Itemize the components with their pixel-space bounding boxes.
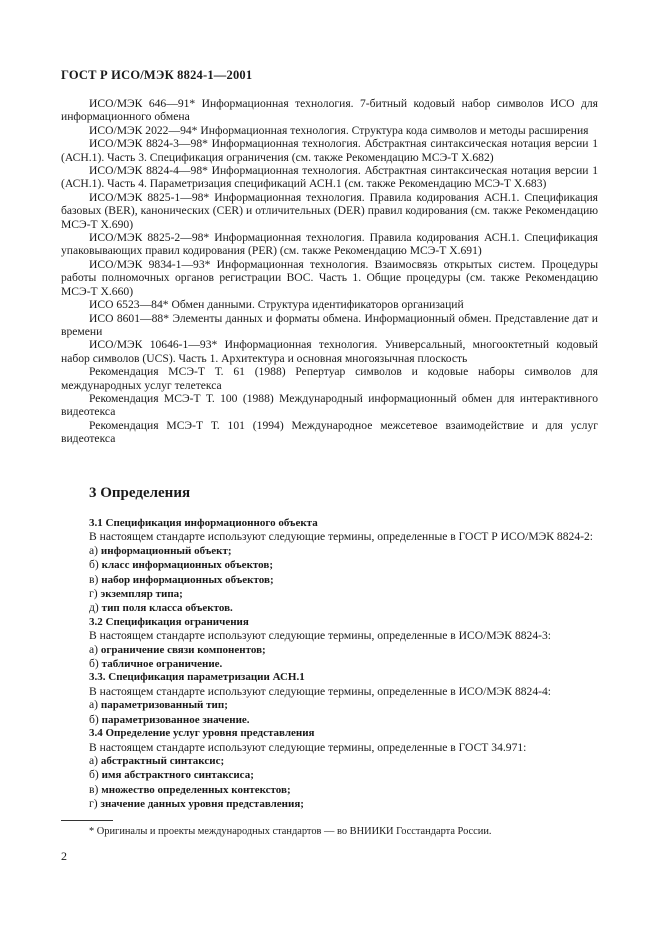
item-marker: а) xyxy=(89,753,99,767)
reference-item: ИСО/МЭК 8825-1—98* Информационная технология. Правила кодирования АСН.1. Спецификация базовых (BER), канонических (CER) и отличительных (DER) правил кодирования (см. также Рекомендацию МСЭ-Т X.690) xyxy=(61,190,598,231)
term: экземпляр типа; xyxy=(100,588,183,601)
subsection-heading: 3.3. Спецификация параметризации АСН.1 xyxy=(89,671,305,684)
reference-item: ИСО/МЭК 9834-1—93* Информационная технология. Взаимосвязь открытых систем. Процедуры работы полномочных органов регистрации ВОС. Часть 1. Общие процедуры (см. также Рекомендацию МСЭ-Т X.660) xyxy=(61,257,598,298)
subsection-heading: 3.2 Спецификация ограничения xyxy=(89,615,249,628)
definition-item xyxy=(61,657,598,671)
term: параметризованное значение. xyxy=(101,713,250,726)
item-marker: а) xyxy=(89,642,99,656)
item-marker: а) xyxy=(89,543,99,557)
reference-item: ИСО/МЭК 8824-3—98* Информационная технология. Абстрактная синтаксическая нотация версии 1 (АСН.1). Часть 3. Спецификация ограничения (см. также Рекомендацию МСЭ-Т X.682) xyxy=(61,137,598,164)
definition-item xyxy=(61,768,598,782)
term: класс информационных объектов; xyxy=(101,559,273,572)
reference-item: Рекомендация МСЭ-Т Т. 61 (1988) Репертуар символов и кодовые наборы символов для международных услуг телетекса xyxy=(61,365,598,392)
definition-item xyxy=(61,783,598,797)
subsection-heading: 3.1 Спецификация информационного объекта xyxy=(89,517,318,529)
page-number: 2 xyxy=(61,849,67,863)
term: параметризованный тип; xyxy=(100,699,228,712)
term: набор информационных объектов; xyxy=(101,573,274,586)
item-marker: д) xyxy=(89,601,99,615)
definition-item xyxy=(61,754,598,768)
term: тип поля класса объектов. xyxy=(101,602,233,615)
definition-item xyxy=(61,558,598,572)
footnote-separator xyxy=(61,820,113,821)
item-marker: б) xyxy=(89,657,99,671)
definition-item xyxy=(61,573,598,587)
item-marker: в) xyxy=(89,572,99,586)
reference-item: Рекомендация МСЭ-Т Т. 101 (1994) Международное межсетевое взаимодействие и для услуг видеотекса xyxy=(61,418,598,446)
reference-item: ИСО 6523—84* Обмен данными. Структура идентификаторов организаций xyxy=(89,298,464,312)
subsection-heading: 3.4 Определение услуг уровня представления xyxy=(89,727,315,740)
section-title: 3 Определения xyxy=(89,485,191,501)
definition-item xyxy=(61,643,598,657)
item-marker: в) xyxy=(89,782,99,796)
term: ограничение связи компонентов; xyxy=(100,643,266,656)
footnote: * Оригиналы и проекты международных стандартов — во ВНИИКИ Госстандарта России. xyxy=(89,826,492,837)
item-marker: б) xyxy=(89,768,99,782)
subsection-intro: В настоящем стандарте используют следующие термины, определенные в ГОСТ 34.971: xyxy=(89,740,527,754)
item-marker: б) xyxy=(89,558,99,572)
normative-references xyxy=(61,97,598,446)
term: табличное ограничение. xyxy=(101,658,223,671)
definition-item xyxy=(61,713,598,727)
definition-item xyxy=(61,601,598,615)
document-header: ГОСТ Р ИСО/МЭК 8824-1—2001 xyxy=(61,68,253,82)
subsection-intro: В настоящем стандарте используют следующие термины, определенные в ИСО/МЭК 8824-3: xyxy=(89,629,552,643)
definition-item xyxy=(61,544,598,558)
term: имя абстрактного синтаксиса; xyxy=(101,769,254,782)
definition-item xyxy=(61,797,598,811)
reference-item: ИСО/МЭК 2022—94* Информационная технология. Структура кода символов и методы расширения xyxy=(89,123,589,137)
definition-item xyxy=(61,698,598,712)
reference-item: ИСО/МЭК 8825-2—98* Информационная технология. Правила кодирования АСН.1. Спецификация упаковывающих правил кодирования (PER) (см. также Рекомендацию МСЭ-Т X.691) xyxy=(61,231,598,258)
item-marker: г) xyxy=(89,587,98,601)
reference-item: ИСО/МЭК 8824-4—98* Информационная технология. Абстрактная синтаксическая нотация версии 1 (АСН.1). Часть 4. Параметризация спецификаций АСН.1 (см. также Рекомендацию МСЭ-Т X.683) xyxy=(61,164,598,191)
reference-item: Рекомендация МСЭ-Т Т. 100 (1988) Международный информационный обмен для интерактивного видеотекса xyxy=(61,391,598,419)
subsection-intro: В настоящем стандарте используют следующие термины, определенные в ГОСТ Р ИСО/МЭК 8824-2: xyxy=(89,530,593,544)
definition-item xyxy=(61,587,598,601)
reference-item: ИСО/МЭК 10646-1—93* Информационная технология. Универсальный, многооктетный кодовый набор символов (UCS). Часть 1. Архитектура и основная многоязычная плоскость xyxy=(61,338,598,365)
term: абстрактный синтаксис; xyxy=(100,754,225,767)
item-marker: а) xyxy=(89,698,99,712)
item-marker: г) xyxy=(89,797,98,811)
definitions-section xyxy=(61,484,598,812)
subsection-intro: В настоящем стандарте используют следующие термины, определенные в ИСО/МЭК 8824-4: xyxy=(89,684,552,698)
term: множество определенных контекстов; xyxy=(101,783,291,796)
term: информационный объект; xyxy=(100,544,232,557)
term: значение данных уровня представления; xyxy=(100,798,304,811)
reference-item: ИСО 8601—88* Элементы данных и форматы обмена. Информационный обмен. Представление дат и времени xyxy=(61,311,598,338)
reference-item: ИСО/МЭК 646—91* Информационная технология. 7-битный кодовый набор символов ИСО для информационного обмена xyxy=(61,97,598,124)
item-marker: б) xyxy=(89,712,99,726)
